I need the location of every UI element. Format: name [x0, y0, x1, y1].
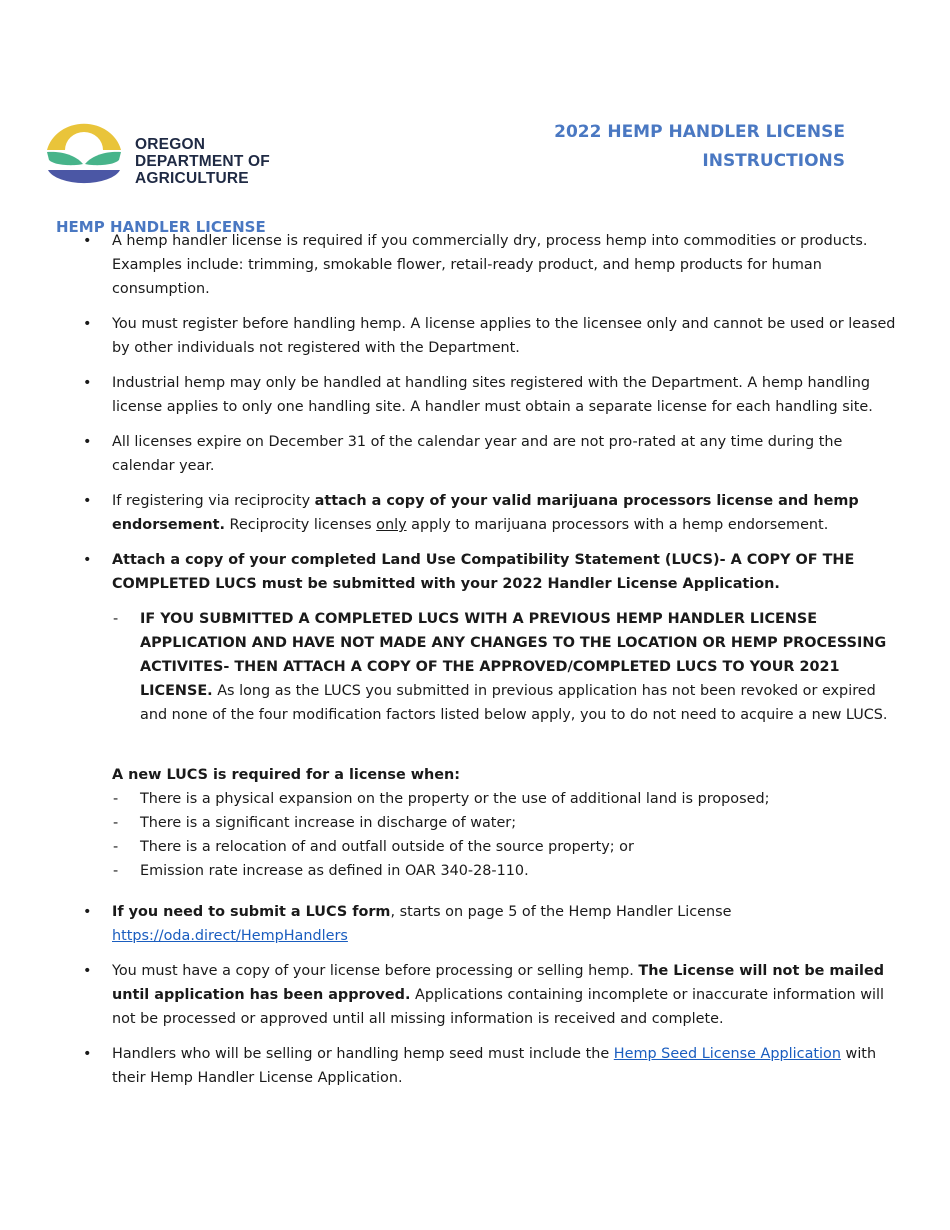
list-item: • A hemp handler license is required if you commercially dry, process hemp into commodities or products. Examples include: trimming, smokable flower, retail-ready product, and hemp products for human consumption.: [0, 229, 950, 301]
instructions-body: [0, 229, 950, 1101]
document-title: [554, 118, 845, 176]
sub-list-item: - Emission rate increase as defined in OAR 340-28-110.: [0, 859, 950, 883]
hemp-handlers-link[interactable]: https://oda.direct/HempHandlers: [112, 928, 348, 944]
new-lucs-heading: A new LUCS is required for a license when:: [112, 767, 461, 783]
oda-logo-text: [135, 136, 270, 187]
oda-logo-mark-icon: [45, 116, 125, 188]
logo-line-1: OREGON: [135, 136, 206, 153]
spacer: [0, 727, 950, 763]
bullet-marker: •: [83, 904, 92, 920]
bullet-marker: •: [83, 434, 92, 450]
dash-marker: -: [113, 839, 119, 855]
list-item: • You must have a copy of your license before processing or selling hemp. The License will not be mailed until application has been approved. Applications containing incomplete or inaccurate information will not be processed or approved until all missing information is received and complete.: [0, 959, 950, 1031]
bullet-marker: •: [83, 1046, 92, 1062]
logo-line-3: AGRICULTURE: [135, 170, 249, 187]
oda-logo: [45, 116, 285, 188]
bullet-marker: •: [83, 963, 92, 979]
hemp-seed-license-link[interactable]: Hemp Seed License Application: [613, 1046, 841, 1062]
bullet-marker: •: [83, 375, 92, 391]
dash-marker: -: [113, 611, 119, 627]
dash-marker: -: [113, 815, 119, 831]
sub-list-item: - There is a physical expansion on the property or the use of additional land is proposed;: [0, 787, 950, 811]
sub-list-item: - There is a relocation of and outfall outside of the source property; or: [0, 835, 950, 859]
list-item: • If you need to submit a LUCS form, starts on page 5 of the Hemp Handler License https://oda.direct/HempHandlers: [0, 900, 950, 948]
bullet-marker: •: [83, 493, 92, 509]
list-item: • If registering via reciprocity attach a copy of your valid marijuana processors license and hemp endorsement. Reciprocity licenses only apply to marijuana processors with a hemp endorsement.: [0, 489, 950, 537]
sub-list-item: - IF YOU SUBMITTED A COMPLETED LUCS WITH A PREVIOUS HEMP HANDLER LICENSE APPLICATION AND HAVE NOT MADE ANY CHANGES TO THE LOCATION OR HEMP PROCESSING ACTIVITES- THEN ATTACH A COPY OF THE APPROVED/COMPLETED LUCS TO YOUR 2021 LICENSE. As long as the LUCS you submitted in previous application has not been revoked or expired and none of the four modification factors listed below apply, you to do not need to acquire a new LUCS.: [0, 607, 950, 727]
list-item: • All licenses expire on December 31 of the calendar year and are not pro-rated at any time during the calendar year.: [0, 430, 950, 478]
sub-list-item: - There is a significant increase in discharge of water;: [0, 811, 950, 835]
bullet-marker: •: [83, 552, 92, 568]
section-heading: HEMP HANDLER LICENSE: [56, 218, 266, 236]
list-item: • Attach a copy of your completed Land Use Compatibility Statement (LUCS)- A COPY OF THE COMPLETED LUCS must be submitted with your 2022 Handler License Application.: [0, 548, 950, 596]
list-item: • Handlers who will be selling or handling hemp seed must include the Hemp Seed License Application with their Hemp Handler License Application.: [0, 1042, 950, 1090]
logo-line-2: DEPARTMENT OF: [135, 153, 270, 170]
bullet-marker: •: [83, 316, 92, 332]
title-line-2: INSTRUCTIONS: [702, 151, 845, 171]
dash-marker: -: [113, 791, 119, 807]
list-item: • You must register before handling hemp. A license applies to the licensee only and cannot be used or leased by other individuals not registered with the Department.: [0, 312, 950, 360]
dash-marker: -: [113, 863, 119, 879]
title-line-1: 2022 HEMP HANDLER LICENSE: [554, 122, 845, 142]
list-item: • Industrial hemp may only be handled at handling sites registered with the Department. A hemp handling license applies to only one handling site. A handler must obtain a separate license for each handling site.: [0, 371, 950, 419]
bullet-marker: •: [83, 233, 92, 249]
